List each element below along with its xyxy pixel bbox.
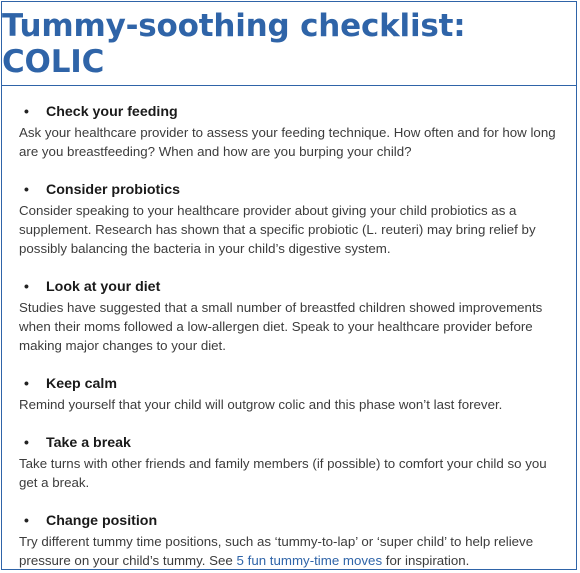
item-heading: Keep calm [46, 376, 117, 392]
list-item-keep-calm [19, 375, 576, 414]
item-heading-row [19, 181, 576, 200]
item-heading-row [19, 434, 576, 453]
list-item-take-break [19, 434, 576, 492]
item-body: Consider speaking to your healthcare provider about giving your child probiotics as a supplement. Research has shown that a specific probiotic (L. reuteri) may bring relief by possibly balancing the bacteria in your child’s digestive system. [19, 203, 536, 256]
item-heading: Change position [46, 513, 158, 529]
bullet-icon: • [24, 278, 29, 294]
bullet-icon: • [24, 434, 29, 450]
item-heading: Take a break [46, 435, 131, 451]
item-body: Ask your healthcare provider to assess your feeding technique. How often and for how long are you breastfeeding? When and how are you burping your child? [19, 125, 556, 159]
item-heading-row [19, 375, 576, 394]
item-body: Remind yourself that your child will outgrow colic and this phase won’t last forever. [19, 397, 503, 412]
item-heading: Look at your diet [46, 279, 161, 295]
checklist [2, 86, 576, 570]
item-heading-row [19, 512, 576, 531]
page-title: Tummy-soothing checklist: COLIC [2, 7, 466, 80]
checklist-card [1, 1, 577, 570]
bullet-icon: • [24, 181, 29, 197]
tummy-time-moves-link[interactable]: 5 fun tummy-time moves [236, 553, 383, 568]
item-body-text: for inspiration. [382, 553, 470, 568]
item-heading-row [19, 278, 576, 297]
list-item-change-position [19, 512, 576, 570]
item-body [19, 532, 564, 570]
list-item-check-feeding [19, 103, 576, 161]
item-heading: Check your feeding [46, 104, 178, 120]
item-body: Studies have suggested that a small number of breastfed children showed improvements when their moms followed a low-allergen diet. Speak to your healthcare provider before making major changes to your diet. [19, 300, 543, 353]
item-body: Take turns with other friends and family members (if possible) to comfort your child so you get a break. [19, 456, 547, 490]
item-body-text: Try different tummy time positions, such as ‘tummy-to-lap’ or ‘super child’ to help relieve pressure on your child’s tummy. See [19, 534, 534, 568]
item-heading-row [19, 103, 576, 122]
bullet-icon: • [24, 103, 29, 119]
list-item-diet [19, 278, 576, 355]
list-item-probiotics [19, 181, 576, 258]
bullet-icon: • [24, 375, 29, 391]
bullet-icon: • [24, 512, 29, 528]
item-heading: Consider probiotics [46, 182, 181, 198]
title-bar [2, 2, 576, 86]
